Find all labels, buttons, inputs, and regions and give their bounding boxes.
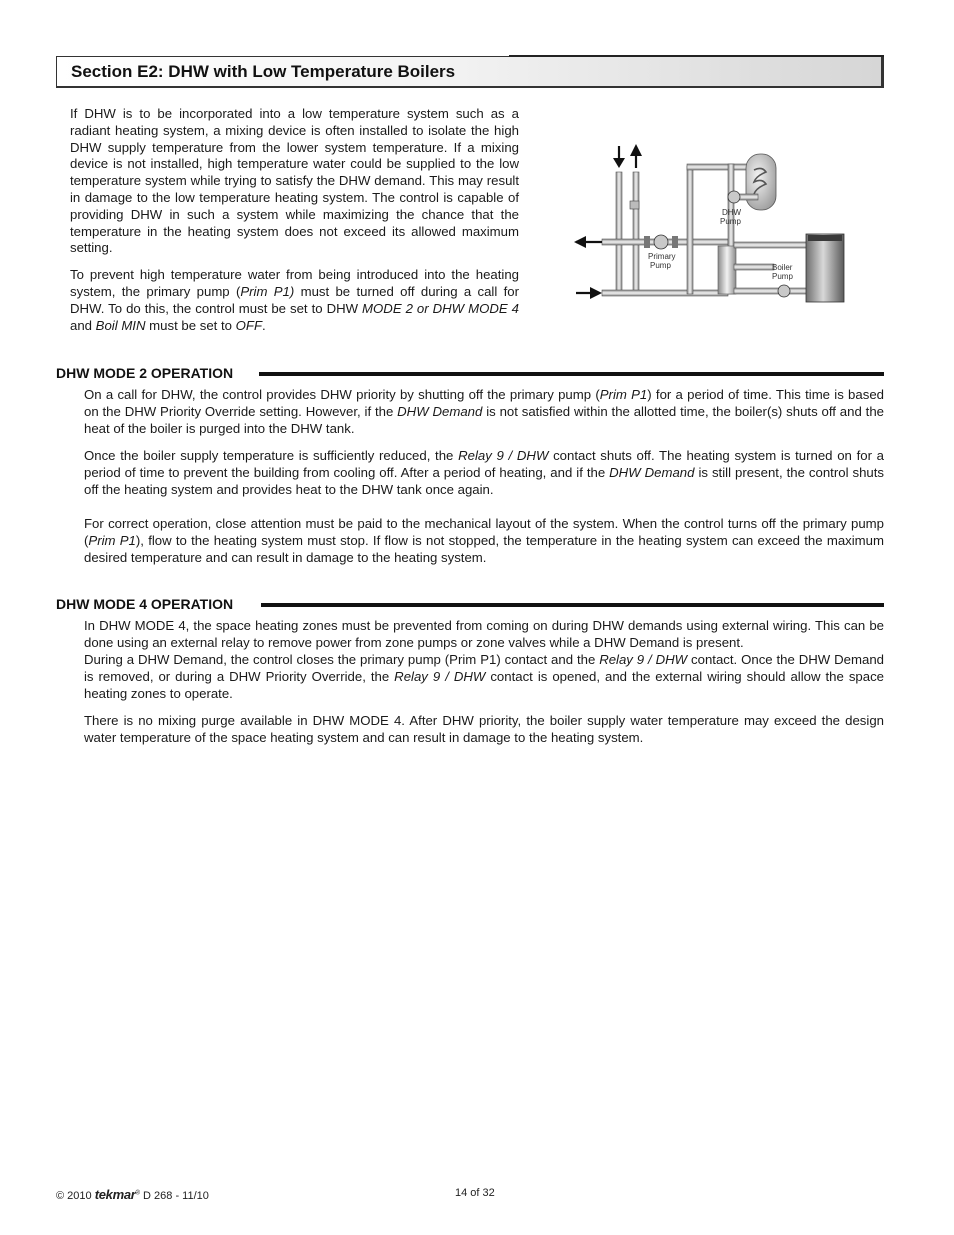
primary-return-pipe <box>602 290 728 296</box>
up-arrow-icon <box>630 144 642 156</box>
mode2-paragraph-2: Once the boiler supply temperature is sufficiently reduced, the Relay 9 / DHW contact shuts off. The heating system is turned on for a period of time to prevent the building from cooling off. After a period of heating, and if the DHW Demand is still present, the control shuts off the heating system and provides heat to the DHW tank once again. <box>84 448 884 497</box>
section-header <box>56 56 884 88</box>
mode2-heading-bar <box>56 365 884 383</box>
boiler-supply-pipe <box>734 242 808 248</box>
mode2-heading: DHW MODE 2 OPERATION <box>56 365 234 381</box>
mode2-body <box>84 386 884 576</box>
piping-diagram-svg <box>570 138 850 308</box>
page-number: 14 of 32 <box>455 1187 495 1199</box>
closely-spaced-tees <box>718 246 736 294</box>
boiler-bypass-pipe <box>734 264 774 270</box>
footer-copyright <box>56 1187 209 1202</box>
down-arrow-icon <box>613 158 625 168</box>
dhw-pump-label-1: DHW <box>722 208 742 217</box>
mode2-paragraph-1: On a call for DHW, the control provides DHW priority by shutting off the primary pump (Prim P1) for a period of time. This time is based on the DHW Priority Override setting. However, if the DHW Demand is not satisfied within the allotted time, the boiler(s) shuts off and the heat of the boiler is purged into the DHW tank. <box>84 387 884 436</box>
mode4-heading: DHW MODE 4 OPERATION <box>56 596 234 612</box>
header-accent-bar <box>509 55 884 57</box>
tekmar-logo: tekmar <box>94 1187 136 1202</box>
mode4-heading-rule <box>261 603 884 607</box>
dhw-pump-icon <box>728 191 740 203</box>
primary-pump-icon <box>654 235 668 249</box>
dhw-pump-label-2: Pump <box>720 217 741 226</box>
intro-paragraph-2: To prevent high temperature water from being introduced into the heating system, the primary pump (Prim P1) must be turned off during a call for DHW. To do this, the control must be set to DHW MODE 2 or DHW MODE 4 and Boil MIN must be set to OFF. <box>70 267 519 333</box>
boiler-pump-label-2: Pump <box>772 272 793 281</box>
boiler-pump-label-1: Boiler <box>772 263 793 272</box>
dhw-tank <box>746 154 776 210</box>
intro-paragraph-1: If DHW is to be incorporated into a low temperature system such as a radiant heating system, a mixing device is often installed to isolate the high DHW supply temperature from the lower system temperature. If a mixing device is not installed, high temperature water could be supplied to the low temperature system while trying to satisfy the DHW demand. This may result in damage to the low temperature heating system. The control is capable of providing DHW in such a system while maximizing the chance that the temperature in the heating system does not exceed its allowed maximum setting. <box>70 106 519 256</box>
left-arrow-icon <box>574 236 586 248</box>
mode4-paragraph-3: There is no mixing purge available in DHW MODE 4. After DHW priority, the boiler supply water temperature may exceed the design water temperature of the space heating system and can result in damage to the heating system. <box>84 713 884 745</box>
boiler <box>806 234 844 302</box>
piping-diagram <box>570 138 850 308</box>
registered-mark: ® <box>135 1190 140 1197</box>
mode2-heading-rule <box>259 372 884 376</box>
intro-text <box>70 106 519 342</box>
right-arrow-icon <box>590 287 602 299</box>
left-return-pipe <box>616 172 622 294</box>
pump-flange <box>644 236 650 248</box>
copyright-year: © 2010 <box>56 1190 92 1202</box>
mode4-paragraph-1: In DHW MODE 4, the space heating zones must be prevented from coming on during DHW demands using external wiring. This can be done using an external relay to remove power from zone pumps or zone valves while a DHW Demand is present. <box>84 618 884 650</box>
mode2-paragraph-3: For correct operation, close attention must be paid to the mechanical layout of the system. When the control turns off the primary pump (Prim P1), flow to the heating system must stop. If flow is not stopped, the temperature in the heating system can exceed the maximum desired temperature and can result in damage to the heating system. <box>84 516 884 565</box>
boiler-pump-icon <box>778 285 790 297</box>
boiler-return-pipe <box>734 288 808 294</box>
primary-pump-label-2: Pump <box>650 261 671 270</box>
primary-pump-label-1: Primary <box>648 252 676 261</box>
pump-flange <box>672 236 678 248</box>
riser-valve <box>630 201 639 209</box>
section-title: Section E2: DHW with Low Temperature Boilers <box>71 62 456 81</box>
left-supply-pipe <box>633 172 639 294</box>
boiler-top <box>808 235 842 241</box>
dhw-branch-pipe <box>687 166 693 294</box>
mode4-paragraph-2: During a DHW Demand, the control closes the primary pump (Prim P1) contact and the Relay 9 / DHW contact. Once the DHW Demand is removed, or during a DHW Priority Override, the Relay 9 / DHW contact is opened, and the external wiring should allow the space heating zones to operate. <box>84 652 885 701</box>
mode4-body <box>84 617 884 756</box>
document-number: D 268 - 11/10 <box>143 1190 209 1202</box>
mode4-heading-bar <box>56 596 884 614</box>
